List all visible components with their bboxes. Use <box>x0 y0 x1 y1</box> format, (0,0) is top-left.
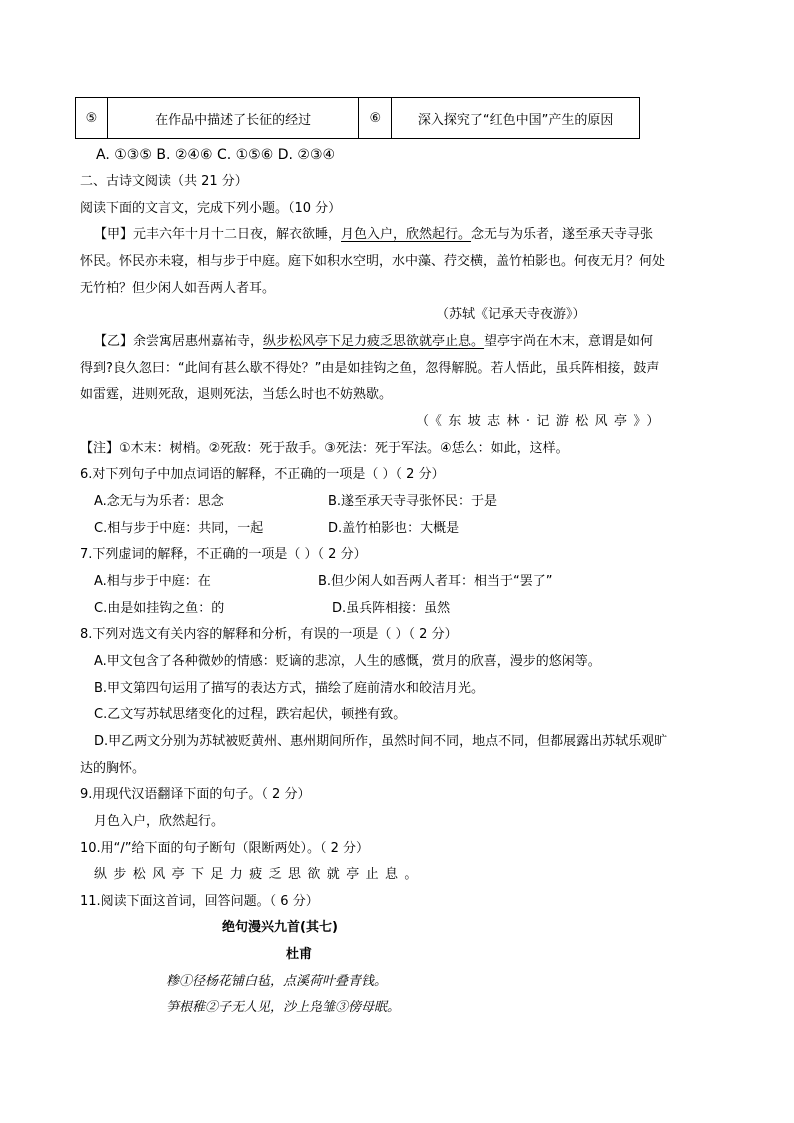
poem-line-2: 笋根稚②子无人见，沙上凫雏③傍母眠。 <box>166 1000 401 1015</box>
q6-option-c: C.相与步于中庭：共同，一起 <box>94 521 264 536</box>
q10-stem: 10.用“/”给下面的句子断句（限断两处）。（ 2 分） <box>80 841 370 856</box>
section-title: 二、古诗文阅读（共 21 分） <box>80 174 248 189</box>
reading-intro: 阅读下面的文言文，完成下列小题。（10 分） <box>80 201 342 216</box>
table-cell-num-5: ⑤ <box>76 98 108 139</box>
q10-sentence: 纵步松风亭下足力疲乏思欲就亭止息。 <box>94 867 424 882</box>
passage-yi-source: （《东坡志林·记游松风亭》） <box>416 414 666 429</box>
options-table <box>75 97 640 139</box>
q8-option-a: A.甲文包含了各种微妙的情感：贬谪的悲凉，人生的感慨，赏月的欣喜，漫步的悠闲等。 <box>94 654 601 669</box>
passage-yi-line-3: 如雷霆，进则死敌，退则死法，当恁么时也不妨熟歇。 <box>80 387 393 402</box>
jia-text-a: 【甲】元丰六年十月十二日夜，解衣欲睡， <box>94 227 342 242</box>
passage-yi-line-1 <box>94 333 653 351</box>
passage-jia-line-1 <box>94 226 653 244</box>
yi-text-b: 望亭宇尚在木末，意谓是如何 <box>484 334 654 349</box>
q7-option-c: C.由是如挂钩之鱼：的 <box>94 601 225 616</box>
q6-option-a: A.念无与为乐者：思念 <box>94 494 224 509</box>
table-cell-text-6: 深入探究了“红色中国”产生的原因 <box>392 98 640 139</box>
jia-text-b: 念无与为乐者，遂至承天寺寻张 <box>471 227 654 242</box>
q6-option-b: B.遂至承天寺寻张怀民：于是 <box>328 494 498 509</box>
passage-jia-line-2: 怀民。怀民亦未寝，相与步于中庭。庭下如积水空明，水中藻、荇交横，盖竹柏影也。何夜无月？何处 <box>80 254 666 269</box>
q5-options: A. ①③⑤ B. ②④⑥ C. ①⑤⑥ D. ②③④ <box>96 147 336 163</box>
jia-underlined: 月色入户，欣然起行。 <box>341 227 472 242</box>
poem-author: 杜甫 <box>286 947 313 962</box>
passage-yi-line-2: 得到?良久忽曰：“此间有甚么歇不得处？”由是如挂钩之鱼，忽得解脱。若人悟此，虽兵阵相接，鼓声 <box>80 361 660 376</box>
q7-option-a: A.相与步于中庭：在 <box>94 574 211 589</box>
q8-option-c: C.乙文写苏轼思绪变化的过程，跌宕起伏，顿挫有致。 <box>94 707 407 722</box>
q7-option-b: B.但少闲人如吾两人者耳：相当于“罢了” <box>318 574 553 589</box>
passage-jia-line-3: 无竹柏？但少闲人如吾两人者耳。 <box>80 281 276 296</box>
yi-underlined: 纵步松风亭下足力疲乏思欲就亭止息。 <box>263 334 485 349</box>
poem-line-1: 糁①径杨花铺白毡，点溪荷叶叠青钱。 <box>166 974 388 989</box>
passage-jia-source: （苏轼《记承天寺夜游》） <box>436 307 586 322</box>
q6-option-d: D.盖竹柏影也：大概是 <box>328 521 460 536</box>
q11-stem: 11.阅读下面这首词，回答问题。（ 6 分） <box>80 894 319 909</box>
q6-stem: 6.对下列句子中加点词语的解释，不正确的一项是（ ）（ 2 分） <box>80 467 445 482</box>
q7-stem: 7.下列虚词的解释，不正确的一项是（ ）（ 2 分） <box>80 547 367 562</box>
q9-stem: 9.用现代汉语翻译下面的句子。（ 2 分） <box>80 787 311 802</box>
q8-option-d-line-1: D.甲乙两文分别为苏轼被贬黄州、惠州期间所作，虽然时间不同，地点不同，但都展露出苏轼乐观旷 <box>94 734 668 749</box>
q8-option-b: B.甲文第四句运用了描写的表达方式，描绘了庭前清水和皎洁月光。 <box>94 681 485 696</box>
table-row <box>76 98 640 139</box>
table-cell-num-6: ⑥ <box>359 98 392 139</box>
q8-stem: 8.下列对选文有关内容的解释和分析，有误的一项是（ ）（ 2 分） <box>80 627 458 642</box>
table-cell-text-5: 在作品中描述了长征的经过 <box>107 98 359 139</box>
q9-sentence: 月色入户，欣然起行。 <box>94 814 225 829</box>
annotation-note: 【注】①木末：树梢。②死敌：死于敌手。③死法：死于军法。④恁么：如此，这样。 <box>80 441 569 456</box>
poem-title: 绝句漫兴九首(其七) <box>222 920 338 935</box>
yi-text-a: 【乙】余尝寓居惠州嘉祐寺， <box>94 334 264 349</box>
q7-option-d: D.虽兵阵相接：虽然 <box>332 601 451 616</box>
q8-option-d-line-2: 达的胸怀。 <box>80 761 146 776</box>
